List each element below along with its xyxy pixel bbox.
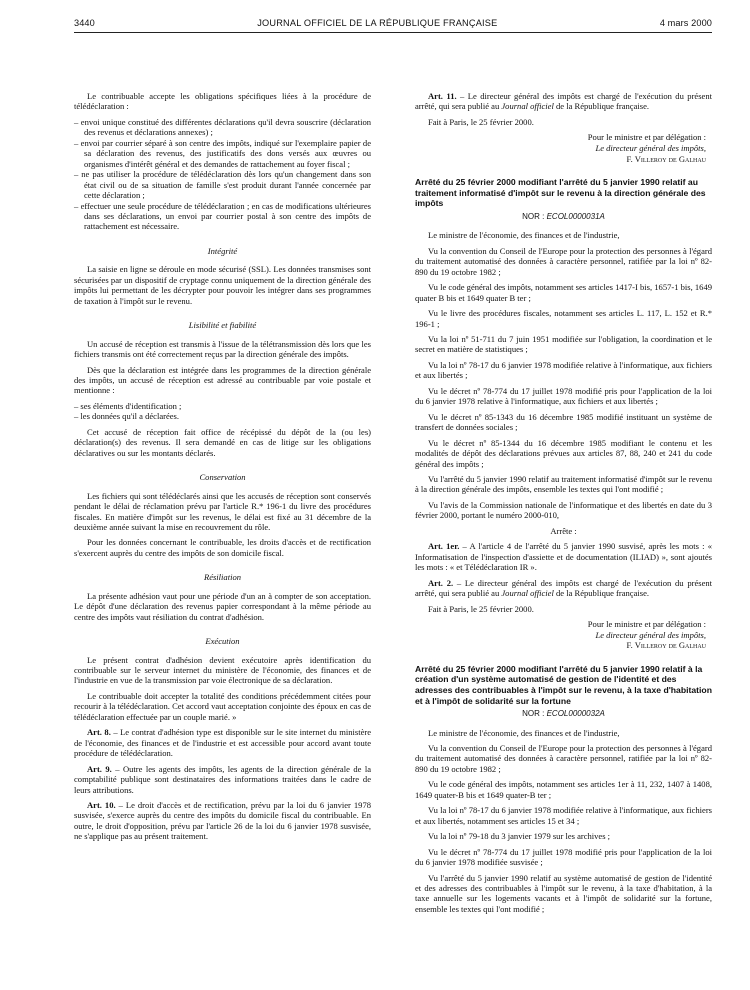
article-text: – Le droit d'accès et de rectification, prévu par la loi du 6 janvier 1978 susvisée, s'exerce auprès du centre des impôts du domicile fiscal du contribuable. En outre, le droit d'opposition, prévu par l'article 26 de la loi du 6 janvier 1978 susvisée, ne s'applique pas au présent traitement. [74, 800, 371, 842]
visa: Vu l'arrêté du 5 janvier 1990 relatif au traitement informatisé d'impôt sur le revenu à la direction générale des impôts, ensemble les textes qui l'ont modifié ; [415, 473, 712, 495]
visa: Vu la loi nº 51-711 du 7 juin 1951 modifiée sur l'obligation, la coordination et le secret en matière de statistiques ; [415, 334, 712, 355]
visa: Vu la convention du Conseil de l'Europe pour la protection des personnes à l'égard du traitement automatisé des données à caractère personnel, ratifiée par la loi nº 82-890 du 19 octobre 1982 ; [415, 245, 712, 277]
left-column [74, 91, 371, 919]
visa: Vu le décret nº 78-774 du 17 juillet 1978 modifié pris pour l'application de la loi du 6 janvier 1978 modifiée susvisée ; [415, 846, 712, 868]
paragraph: Le ministre de l'économie, des finances et de l'industrie, [428, 230, 620, 241]
arrete-label: Arrête : [550, 525, 577, 536]
nor-code: ECOL0000031A [546, 211, 605, 221]
obligations-intro: Le contribuable accepte les obligations spécifiques liées à la procédure de télédéclaration : [74, 91, 371, 112]
paragraph: La présente adhésion vaut pour une période d'un an à compter de son acceptation. Le dépôt d'une déclaration des revenus papier correspondant à la même période au centre des impôts vaut résiliation du contrat d'adhésion. [74, 590, 371, 622]
visa: Vu le décret nº 85-1343 du 16 décembre 1985 modifié instituant un système de transfert de données sociales ; [415, 411, 712, 433]
visa: Vu la loi nº 78-17 du 6 janvier 1978 modifiée relative à l'informatique, aux fichiers et aux libertés ; [415, 359, 712, 381]
decree-title: Arrêté du 25 février 2000 modifiant l'arrêté du 5 janvier 1990 relatif au traitement informatisé d'impôt sur le revenu à la direction générale des impôts [415, 177, 706, 209]
article-label: Art. 1er. [428, 541, 460, 552]
article-9 [74, 764, 371, 795]
nor-code: ECOL0000032A [546, 709, 605, 719]
decree-title: Arrêté du 25 février 2000 modifiant l'arrêté du 5 janvier 1990 relatif à la création d'un système automatisé de gestion de l'identité et des adresses des contribuables à l'impôt sur le revenu, à la taxe d'habitation et à l'impôt de solidarité sur la fortune [415, 663, 712, 706]
fait-a-paris: Fait à Paris, le 25 février 2000. [428, 603, 534, 614]
nor-prefix: NOR : [522, 709, 547, 719]
list-item: – effectuer une seule procédure de télédéclaration ; en cas de modifications ultérieures dans ses déclarations, un envoi par courrier postal à son centre des impôts de rattachement est nécessaire. [74, 200, 371, 232]
page-header [74, 18, 712, 33]
visa: Vu le livre des procédures fiscales, notamment ses articles L. 117, L. 152 et R.* 196-1 ; [415, 308, 712, 329]
signature-block [415, 619, 712, 651]
visa: Vu la convention du Conseil de l'Europe pour la protection des personnes à l'égard du traitement automatisé des données à caractère personnel, ratifiée par la loi nº 82-890 du 19 octobre 1982 ; [415, 743, 712, 774]
paragraph: La saisie en ligne se déroule en mode sécurisé (SSL). Les données transmises sont sécurisées par un dispositif de cryptage connu uniquement de la direction générale des impôts lui permettant de les décrypter pour pouvoir les intégrer dans ses programmes de taxation à l'impôt sur le revenu. [74, 264, 371, 306]
visa: Vu le code général des impôts, notamment ses articles 1er à 11, 232, 1407 à 1408, 1649 quater-B bis et 1649 quater-B ter ; [415, 779, 712, 800]
visa: Vu la loi nº 79-18 du 3 janvier 1979 sur les archives ; [428, 831, 611, 842]
section-heading-conservation: Conservation [199, 472, 246, 483]
journal-officiel-ref: Journal officiel [501, 101, 554, 112]
signature-role: Le directeur général des impôts, [595, 629, 706, 640]
signatory-name: F. Villeroy de Galhau [626, 640, 706, 651]
article-text: de la République française. [553, 588, 650, 599]
obligations-list [74, 117, 371, 232]
paragraph: Cet accusé de réception fait office de récépissé du dépôt de la (ou les) déclaration(s) des revenus. Il sera demandé en cas de litige sur les obligations déclaratives ou sur les montants déclarés. [74, 426, 371, 458]
article-label: Art. 2. [428, 577, 454, 588]
visa: Vu l'arrêté du 5 janvier 1990 relatif au système automatisé de gestion de l'identité et des adresses des contribuables à l'impôt sur le revenu, à la taxe d'habitation, à la taxe annuelle sur les logements vacants et à l'impôt de solidarité sur la fortune, ensemble les textes qui l'ont modifié ; [415, 872, 712, 914]
section-heading-integrite: Intégrité [207, 245, 238, 256]
article-11 [415, 91, 712, 112]
paragraph: Un accusé de réception est transmis à l'issue de la télétransmission dès lors que les fichiers transmis ont été correctement reçus par la direction générale des impôts. [74, 338, 371, 360]
article-2 [415, 578, 712, 599]
list-item: – ne pas utiliser la procédure de télédéclaration dès lors qu'un changement dans son état civil ou de sa situation de famille s'est produit durant l'année concernée par cette déclaration ; [74, 169, 371, 201]
signature-role: Le directeur général des impôts, [595, 142, 706, 153]
article-label: Art. 9. [87, 763, 112, 774]
signature-line: Pour le ministre et par délégation : [587, 132, 706, 143]
nor-reference [415, 709, 712, 719]
paragraph: Dès que la déclaration est intégrée dans les programmes de la direction générale des impôts, un accusé de réception est adressé au contribuable par voie postale et mentionne : [74, 364, 371, 396]
article-1 [415, 541, 712, 572]
article-text: – Outre les agents des impôts, les agents de la direction générale de la comptabilité publique sont destinataires des informations traitées dans le cadre de leurs attributions. [74, 763, 371, 795]
journal-officiel-ref: Journal officiel [501, 588, 554, 599]
paragraph: Pour les données concernant le contribuable, les droits d'accès et de rectification s'exercent auprès du centre des impôts de son domicile fiscal. [74, 537, 371, 558]
article-text: de la République française. [553, 101, 650, 112]
article-text: – Le directeur général des impôts est chargé de l'exécution du présent arrêté, qui sera publié au [415, 91, 712, 112]
page-number: 3440 [74, 18, 95, 28]
visa: Vu le décret nº 78-774 du 17 juillet 1978 modifié pris pour l'application de la loi du 6 janvier 1978 relative à l'informatique, aux fichiers et aux libertés ; [415, 385, 712, 407]
list-item: – ses éléments d'identification ; [74, 400, 182, 411]
issue-date: 4 mars 2000 [659, 18, 712, 28]
list-item: – envoi unique constitué des différentes déclarations qu'il devra souscrire (déclaration des revenus et déclarations annexes) ; [74, 116, 371, 138]
section-heading-execution: Exécution [205, 636, 240, 647]
visa: Vu le décret nº 85-1344 du 16 décembre 1985 modifiant le contenu et les modalités de dépôt des déclarations prévues aux articles 87, 88, 240 et 241 du code général des impôts ; [415, 437, 712, 469]
nor-reference [415, 212, 712, 222]
fait-a-paris: Fait à Paris, le 25 février 2000. [428, 116, 534, 127]
article-label: Art. 11. [428, 91, 457, 101]
signature-block [415, 132, 712, 164]
section-heading-lisibilite: Lisibilité et fiabilité [188, 320, 257, 331]
signature-line: Pour le ministre et par délégation : [587, 618, 706, 629]
paragraph: Le présent contrat d'adhésion devient exécutoire après identification du contribuable sur le serveur internet du ministère de l'économie, des finances et de l'industrie en vue de la transmission par voie électronique de sa déclaration. [74, 654, 371, 686]
paragraph: Les fichiers qui sont télédéclarés ainsi que les accusés de réception sont conservés pendant le délai de réclamation prévu par l'article R.* 196-1 du livre des procédures fiscales. En matière d'impôt sur les revenus, le délai est fixé au 31 décembre de la deuxième année suivant la mise en recouvrement du rôle. [74, 490, 371, 532]
article-10 [74, 800, 371, 842]
visa: Vu la loi nº 78-17 du 6 janvier 1978 modifiée relative à l'informatique, aux fichiers et aux libertés, notamment ses articles 15 et 34 ; [415, 805, 712, 826]
journal-title: JOURNAL OFFICIEL DE LA RÉPUBLIQUE FRANÇAISE [257, 18, 498, 28]
article-label: Art. 8. [87, 727, 111, 738]
article-text: – A l'article 4 de l'arrêté du 5 janvier 1990 susvisé, après les mots : « Informatisation de l'inspection d'assiette et de documentation (ILIAD) », sont ajoutés les mots : « et Télédéclaration IR ». [415, 541, 712, 573]
article-text: – Le contrat d'adhésion type est disponible sur le site internet du ministère de l'économie, des finances et de l'industrie et est accessible pour accord avant toute procédure de télédéclaration. [74, 727, 372, 759]
accuse-list [74, 401, 371, 422]
article-8 [74, 727, 371, 758]
article-label: Art. 10. [87, 800, 116, 811]
right-column [415, 91, 712, 919]
paragraph: Le ministre de l'économie, des finances et de l'industrie, [428, 727, 620, 738]
visa: Vu le code général des impôts, notamment ses articles 1417-I bis, 1657-1 bis, 1649 quater B bis et 1649 quater B ter ; [415, 282, 712, 303]
article-text: – Le directeur général des impôts est chargé de l'exécution du présent arrêté, qui sera publié au [415, 577, 713, 599]
section-heading-resiliation: Résiliation [203, 572, 242, 583]
paragraph: Le contribuable doit accepter la totalité des conditions précédemment citées pour recourir à la télédéclaration. Cet accord vaut acceptation conjointe des époux en cas de télédéclaration effectuée par un couple marié. » [74, 690, 371, 722]
list-item: – envoi par courrier séparé à son centre des impôts, indiqué sur l'exemplaire papier de sa déclaration des revenus, des justificatifs des dons versés aux œuvres ou organismes d'intérêt général et des demandes de rattachement au foyer fiscal ; [74, 137, 371, 169]
list-item: – les données qu'il a déclarées. [74, 411, 180, 422]
visa: Vu l'avis de la Commission nationale de l'informatique et des libertés en date du 3 février 2000, portant le numéro 2000-010, [415, 499, 712, 521]
two-column-body [74, 91, 712, 919]
signatory-name: F. Villeroy de Galhau [626, 153, 706, 164]
nor-prefix: NOR : [522, 211, 547, 221]
